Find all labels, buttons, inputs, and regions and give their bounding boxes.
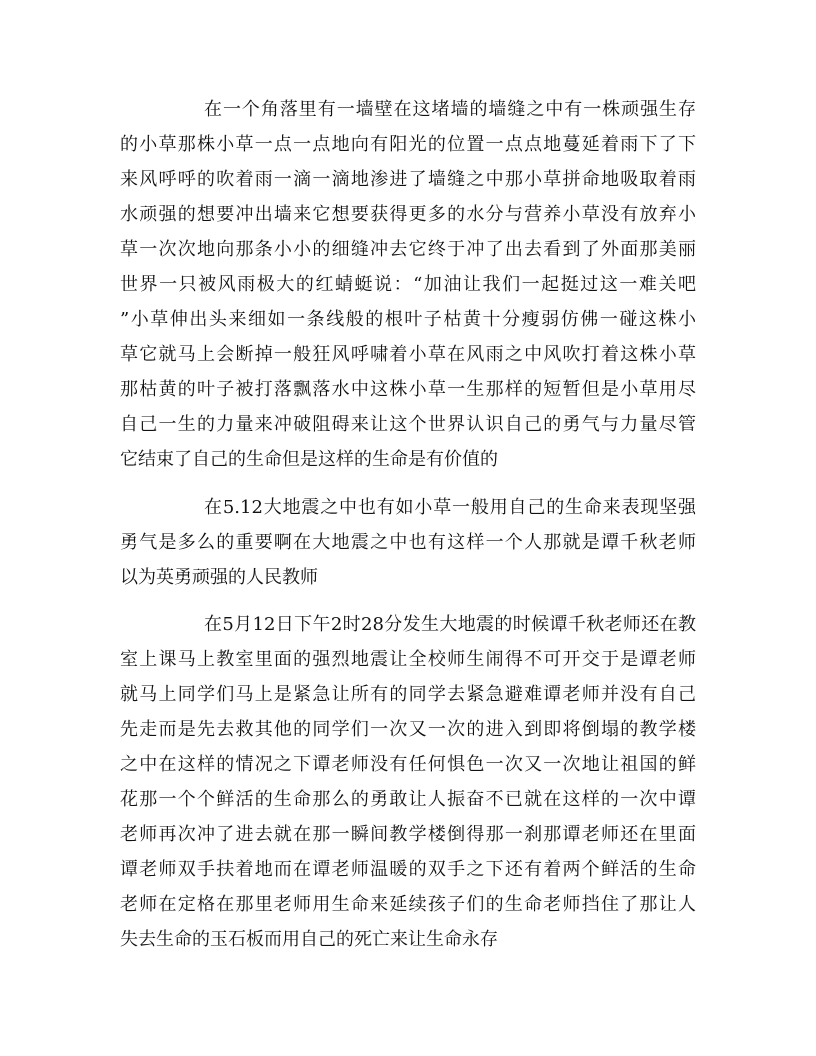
paragraph-1-line-7: ”小草伸出头来细如一条线般的根叶子枯黄十分瘦弱仿佛一碰这株小 [120,309,696,330]
paragraph-2-line-1: 在5.12大地震之中也有如小草一般用自己的生命来表现坚强 [204,497,696,518]
paragraph-3-line-2: 室上课马上教室里面的强烈地震让全校师生闹得不可开交于是谭老师 [120,649,696,670]
paragraph-3-line-1: 在5月12日下午2时28分发生大地震的时候谭千秋老师还在教 [204,614,696,635]
paragraph-1-line-2: 的小草那株小草一点一点地向有阳光的位置一点点地蔓延着雨下了下 [120,134,696,155]
paragraph-3-line-3: 就马上同学们马上是紧急让所有的同学去紧急避难谭老师并没有自己 [120,684,696,705]
paragraph-3-line-10: 失去生命的玉石板而用自己的死亡来让生命永存 [120,929,498,950]
paragraph-1-line-11: 它结束了自己的生命但是这样的生命是有价值的 [120,449,498,470]
paragraph-3-line-5: 之中在这样的情况之下谭老师没有任何惧色一次又一次地让祖国的鲜 [120,754,696,775]
paragraph-3-line-4: 先走而是先去救其他的同学们一次又一次的进入到即将倒塌的教学楼 [120,719,696,740]
paragraph-1-line-5: 草一次次地向那条小小的细缝冲去它终于冲了出去看到了外面那美丽 [120,239,696,260]
paragraph-2-line-3: 以为英勇顽强的人民教师 [120,567,318,588]
paragraph-2-line-2: 勇气是多么的重要啊在大地震之中也有这样一个人那就是谭千秋老师 [120,532,696,553]
paragraph-1-line-3: 来风呼呼的吹着雨一滴一滴地渗进了墙缝之中那小草拼命地吸取着雨 [120,169,696,190]
paragraph-3-line-8: 谭老师双手扶着地而在谭老师温暖的双手之下还有着两个鲜活的生命 [120,859,696,880]
paragraph-3-line-9: 老师在定格在那里老师用生命来延续孩子们的生命老师挡住了那让人 [120,894,696,915]
paragraph-3-line-6: 花那一个个鲜活的生命那么的勇敢让人振奋不已就在这样的一次中谭 [120,789,696,810]
paragraph-1-line-9: 那枯黄的叶子被打落飘落水中这株小草一生那样的短暂但是小草用尽 [120,379,696,400]
paragraph-1-line-10: 自己一生的力量来冲破阻碍来让这个世界认识自己的勇气与力量尽管 [120,414,696,435]
paragraph-1-line-6: 世界一只被风雨极大的红蜻蜓说：“加油让我们一起挺过这一难关吧 [120,274,696,295]
paragraph-1-line-4: 水顽强的想要冲出墙来它想要获得更多的水分与营养小草没有放弃小 [120,204,696,225]
paragraph-3-line-7: 老师再次冲了进去就在那一瞬间教学楼倒得那一刹那谭老师还在里面 [120,824,696,845]
paragraph-1-line-8: 草它就马上会断掉一般狂风呼啸着小草在风雨之中风吹打着这株小草 [120,344,696,365]
paragraph-1-line-1: 在一个角落里有一墙壁在这堵墙的墙缝之中有一株顽强生存 [204,99,696,120]
